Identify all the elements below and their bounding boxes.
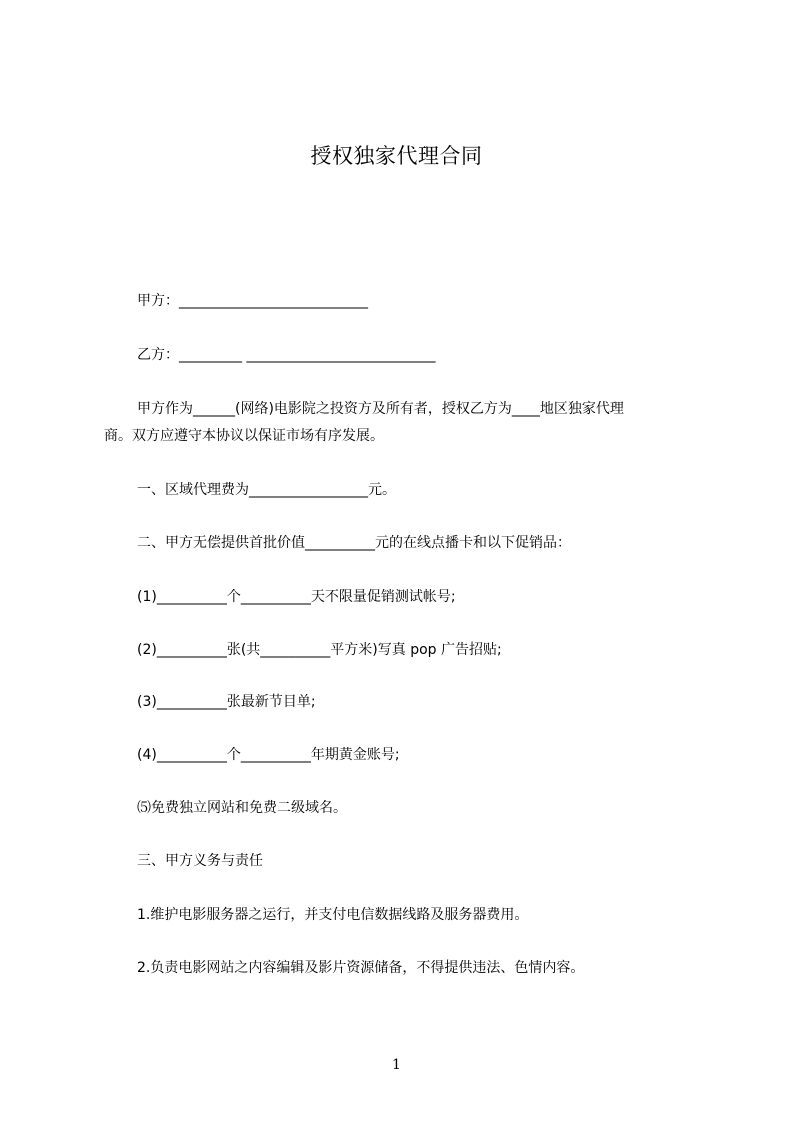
promo-item-1: (1)__________个__________天不限量促销测试帐号; (137, 589, 456, 605)
duty-1: 1.维护电影服务器之运行，并支付电信数据线路及服务器费用。 (137, 907, 529, 923)
promo-item-4: (4)__________个__________年期黄金账号; (137, 747, 400, 763)
party-b-line: 乙方：_________ ___________________________ (137, 347, 436, 363)
clause-1: 一、区域代理费为_________________元。 (137, 482, 396, 498)
duty-2: 2.负责电影网站之内容编辑及影片资源储备，不得提供违法、色情内容。 (137, 960, 585, 976)
party-a-line: 甲方：___________________________ (137, 293, 368, 309)
promo-item-5: ⑸免费独立网站和免费二级域名。 (137, 800, 347, 816)
promo-item-3: (3)__________张最新节目单; (137, 694, 316, 710)
intro-paragraph-line-1: 甲方作为______(网络)电影院之投资方及所有者，授权乙方为____地区独家代理 (137, 401, 624, 417)
clause-2: 二、甲方无偿提供首批价值__________元的在线点播卡和以下促销品： (137, 535, 571, 551)
clause-3-heading: 三、甲方义务与责任 (137, 853, 263, 869)
promo-item-2: (2)__________张(共__________平方米)写真 pop 广告招贴; (137, 642, 502, 658)
page-number: 1 (392, 1057, 401, 1073)
page-title: 授权独家代理合同 (310, 144, 483, 168)
intro-paragraph-line-2: 商。双方应遵守本协议以保证市场有序发展。 (104, 428, 384, 444)
